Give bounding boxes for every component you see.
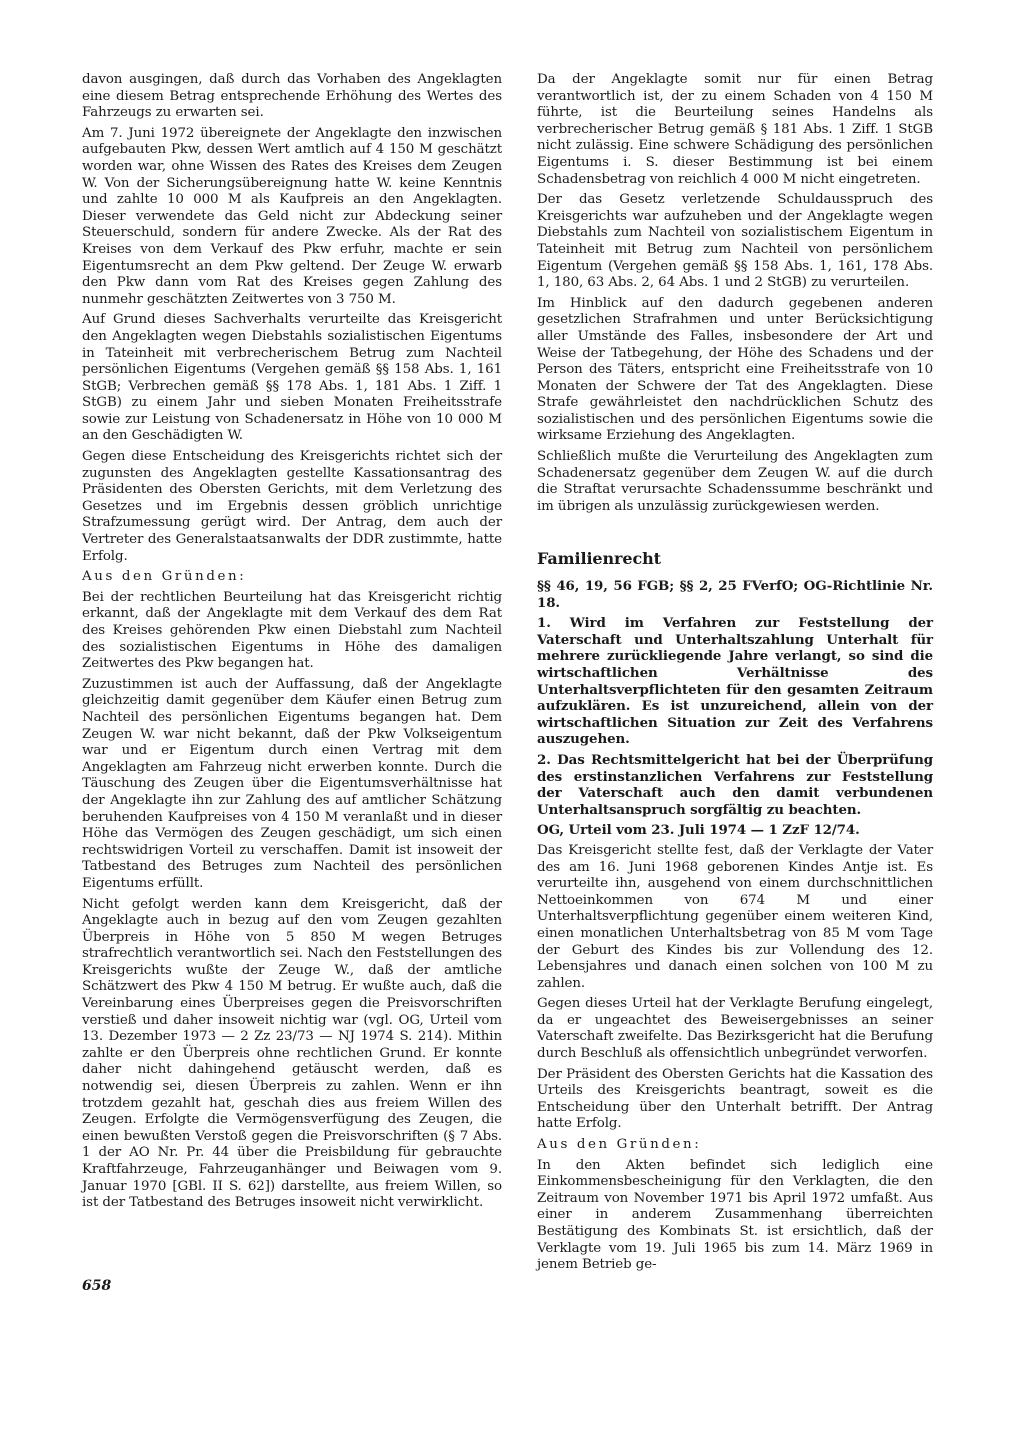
paragraph: Bei der rechtlichen Beurteilung hat das Kreisgericht richtig erkannt, daß der Angeklagte mit dem Verkauf des dem Rat des Kreises gehörenden Pkw einen Diebstahl zum Nachteil des sozialistischen Eigentums in Höhe des damaligen Zeitwertes des Pkw begangen hat. xyxy=(82,589,502,672)
headnote: 1. Wird im Verfahren zur Feststellung der Vaterschaft und Unterhaltszahlung Unterhalt für mehrere zurückliegende Jahre verlangt, so sind die wirtschaftlichen Verhältnisse des Unterhaltsverpflichteten für den gesamten Zeitraum aufzuklären. Es ist unzureichend, allein von der wirtschaftlichen Situation zur Zeit des Verfahrens auszugehen. xyxy=(537,615,933,748)
case-citation: OG, Urteil vom 23. Juli 1974 — 1 ZzF 12/74. xyxy=(537,822,860,839)
paragraph: davon ausgingen, daß durch das Vorhaben des Angeklagten eine diesem Betrag entsprechende Erhöhung des Wertes des Fahrzeugs zu erwarten sei. xyxy=(82,72,502,121)
right-column xyxy=(537,72,933,1278)
paragraph: Nicht gefolgt werden kann dem Kreisgericht, daß der Angeklagte auch in bezug auf den vom Zeugen gezahlten Überpreis in Höhe von 5 850 M wegen Betruges strafrechtlich verantwortlich sei. Nach den Feststellungen des Kreisgerichts wußte der Zeuge W., daß der amtliche Schätzwert des Pkw 4 150 M betrug. Er wußte auch, daß die Vereinbarung eines Überpreises gegen die Preisvorschriften verstieß und daher insoweit nichtig war (vgl. OG, Urteil vom 13. Dezember 1973 — 2 Zz 23/73 — NJ 1974 S. 214). Mithin zahlte er den Überpreis ohne rechtlichen Grund. Er konnte daher nicht dahingehend getäuscht werden, daß es notwendig sei, diesen Überpreis zu zahlen. Wenn er ihn trotzdem gezahlt hat, geschah dies aus freiem Willen des Zeugen. Erfolgte die Vermögensverfügung des Zeugen, die einen bewußten Verstoß gegen die Preisvorschriften (§ 7 Abs. 1 der AO Nr. Pr. 44 über die Preisbildung für gebrauchte Kraftfahrzeuge, Fahrzeuganhänger und Beiwagen vom 9. Januar 1970 [GBl. II S. 62]) darstellte, aus freiem Willen, so ist der Tatbestand des Betruges insoweit nicht verwirklicht. xyxy=(82,896,502,1211)
paragraph: Zuzustimmen ist auch der Auffassung, daß der Angeklagte gleichzeitig damit gegenüber dem Käufer einen Betrug zum Nachteil des persönlichen Eigentums begangen hat. Dem Zeugen W. war nicht bekannt, daß der Pkw Volkseigentum war und er Eigentum durch einen Vertrag mit dem Angeklagten am Fahrzeug nicht erwerben konnte. Durch die Täuschung des Zeugen über die Eigentumsverhältnisse hat der Angeklagte ihn zur Zahlung des auf amtlicher Schätzung beruhenden Kaufpreises von 4 150 M veranlaßt und in dieser Höhe das Vermögen des Zeugen geschädigt, um sich einen rechtswidrigen Vorteil zu verschaffen. Damit ist insoweit der Tatbestand des Betruges zum Nachteil des persönlichen Eigentums erfüllt. xyxy=(82,676,502,891)
section-title: Familienrecht xyxy=(537,549,661,569)
paragraph: Der das Gesetz verletzende Schuldausspruch des Kreisgerichts war aufzuheben und der Angeklagte wegen Diebstahls zum Nachteil von sozialistischem Eigentum in Tateinheit mit Betrug zum Nachteil von persönlichem Eigentum (Vergehen gemäß §§ 158 Abs. 1, 161, 178 Abs. 1, 180, 63 Abs. 2, 64 Abs. 1 und 2 StGB) zu verurteilen. xyxy=(537,192,933,291)
paragraph: Gegen dieses Urteil hat der Verklagte Berufung eingelegt, da er ungeachtet des Beweisergebnisses an seiner Vaterschaft zweifelte. Das Bezirksgericht hat die Berufung durch Beschluß als offensichtlich unbegründet verworfen. xyxy=(537,996,933,1062)
paragraph: Auf Grund dieses Sachverhalts verurteilte das Kreisgericht den Angeklagten wegen Diebstahls sozialistischen Eigentums in Tateinheit mit verbrecherischem Betrug zum Nachteil persönlichen Eigentums (Vergehen gemäß §§ 158 Abs. 1, 161 StGB; Verbrechen gemäß §§ 178 Abs. 1, 181 Abs. 1 Ziff. 1 StGB) zu einem Jahr und sieben Monaten Freiheitsstrafe sowie zur Leistung von Schadenersatz in Höhe von 10 000 M an den Geschädigten W. xyxy=(82,312,502,444)
paragraph: Das Kreisgericht stellte fest, daß der Verklagte der Vater des am 16. Juni 1968 geborenen Kindes Antje ist. Es verurteilte ihn, ausgehend von einem durchschnittlichen Nettoeinkommen von 674 M und einer Unterhaltsverpflichtung gegenüber einem weiteren Kind, einen monatlichen Unterhaltsbetrag von 85 M vom Tage der Geburt des Kindes bis zur Vollendung des 12. Lebensjahres und danach einen solchen von 100 M zu zahlen. xyxy=(537,842,933,991)
page-number: 658 xyxy=(82,1278,112,1294)
paragraph: Am 7. Juni 1972 übereignete der Angeklagte den inzwischen aufgebauten Pkw, dessen Wert amtlich auf 4 150 M geschätzt worden war, ohne Wissen des Rates des Kreises dem Zeugen W. Von der Sicherungsübereignung hatte W. keine Kenntnis und zahlte 10 000 M als Kaufpreis an den Angeklagten. Dieser verwendete das Geld nicht zur Abdeckung seiner Steuerschuld, sondern für andere Zwecke. Als der Rat des Kreises von dem Verkauf des Pkw erfuhr, machte er sein Eigentumsrecht an dem Pkw geltend. Der Zeuge W. erwarb den Pkw dann vom Rat des Kreises gegen Zahlung des nunmehr geschätzten Zeitwertes von 3 750 M. xyxy=(82,125,502,307)
reasons-heading: Aus den Gründen: xyxy=(82,569,247,585)
headnote: 2. Das Rechtsmittelgericht hat bei der Überprüfung des erstinstanzlichen Verfahrens zur Feststellung der Vaterschaft auch den damit verbundenen Unterhaltsanspruch sorgfältig zu beachten. xyxy=(537,751,933,818)
paragraph: Der Präsident des Obersten Gerichts hat die Kassation des Urteils des Kreisgerichts beantragt, soweit es die Entscheidung über den Unterhalt betrifft. Der Antrag hatte Erfolg. xyxy=(537,1066,933,1132)
paragraph: Im Hinblick auf den dadurch gegebenen anderen gesetzlichen Strafrahmen und unter Berücksichtigung aller Umstände des Falles, insbesondere der Art und Weise der Tatbegehung, der Höhe des Schadens und der Person des Täters, entspricht eine Freiheitsstrafe von 10 Monaten der Schwere der Tat des Angeklagten. Diese Strafe gewährleistet den nachdrücklichen Schutz des sozialistischen und des persönlichen Eigentums sowie die wirksame Erziehung des Angeklagten. xyxy=(537,295,933,444)
legal-norms: §§ 46, 19, 56 FGB; §§ 2, 25 FVerfO; OG-Richtlinie Nr. 18. xyxy=(537,578,933,611)
reasons-heading: Aus den Gründen: xyxy=(537,1137,702,1153)
paragraph: Da der Angeklagte somit nur für einen Betrag verantwortlich ist, der zu einem Schaden von 4 150 M führte, ist die Beurteilung seines Handelns als verbrecherischer Betrug gemäß § 181 Abs. 1 Ziff. 1 StGB nicht zulässig. Eine schwere Schädigung des persönlichen Eigentums i. S. dieser Bestimmung ist bei einem Schadensbetrag von reichlich 4 000 M nicht eingetreten. xyxy=(537,72,933,187)
paragraph: In den Akten befindet sich lediglich eine Einkommensbescheinigung für den Verklagten, die den Zeitraum von November 1971 bis April 1972 umfaßt. Aus einer in anderem Zusammenhang überreichten Bestätigung des Kombinats St. ist ersichtlich, daß der Verklagte vom 19. Juli 1965 bis zum 14. März 1969 in jenem Betrieb ge- xyxy=(537,1157,933,1273)
paragraph: Schließlich mußte die Verurteilung des Angeklagten zum Schadenersatz gegenüber dem Zeugen W. auf die durch die Straftat verursachte Schadenssumme beschränkt und im übrigen als unzulässig zurückgewiesen werden. xyxy=(537,449,933,514)
paragraph: Gegen diese Entscheidung des Kreisgerichts richtet sich der zugunsten des Angeklagten gestellte Kassationsantrag des Präsidenten des Obersten Gerichts, mit dem Verletzung des Gesetzes und im Ergebnis dessen gröblich unrichtige Strafzumessung gerügt wird. Der Antrag, dem auch der Vertreter des Generalstaatsanwalts der DDR zustimmte, hatte Erfolg. xyxy=(82,449,502,564)
left-column xyxy=(82,72,502,1216)
